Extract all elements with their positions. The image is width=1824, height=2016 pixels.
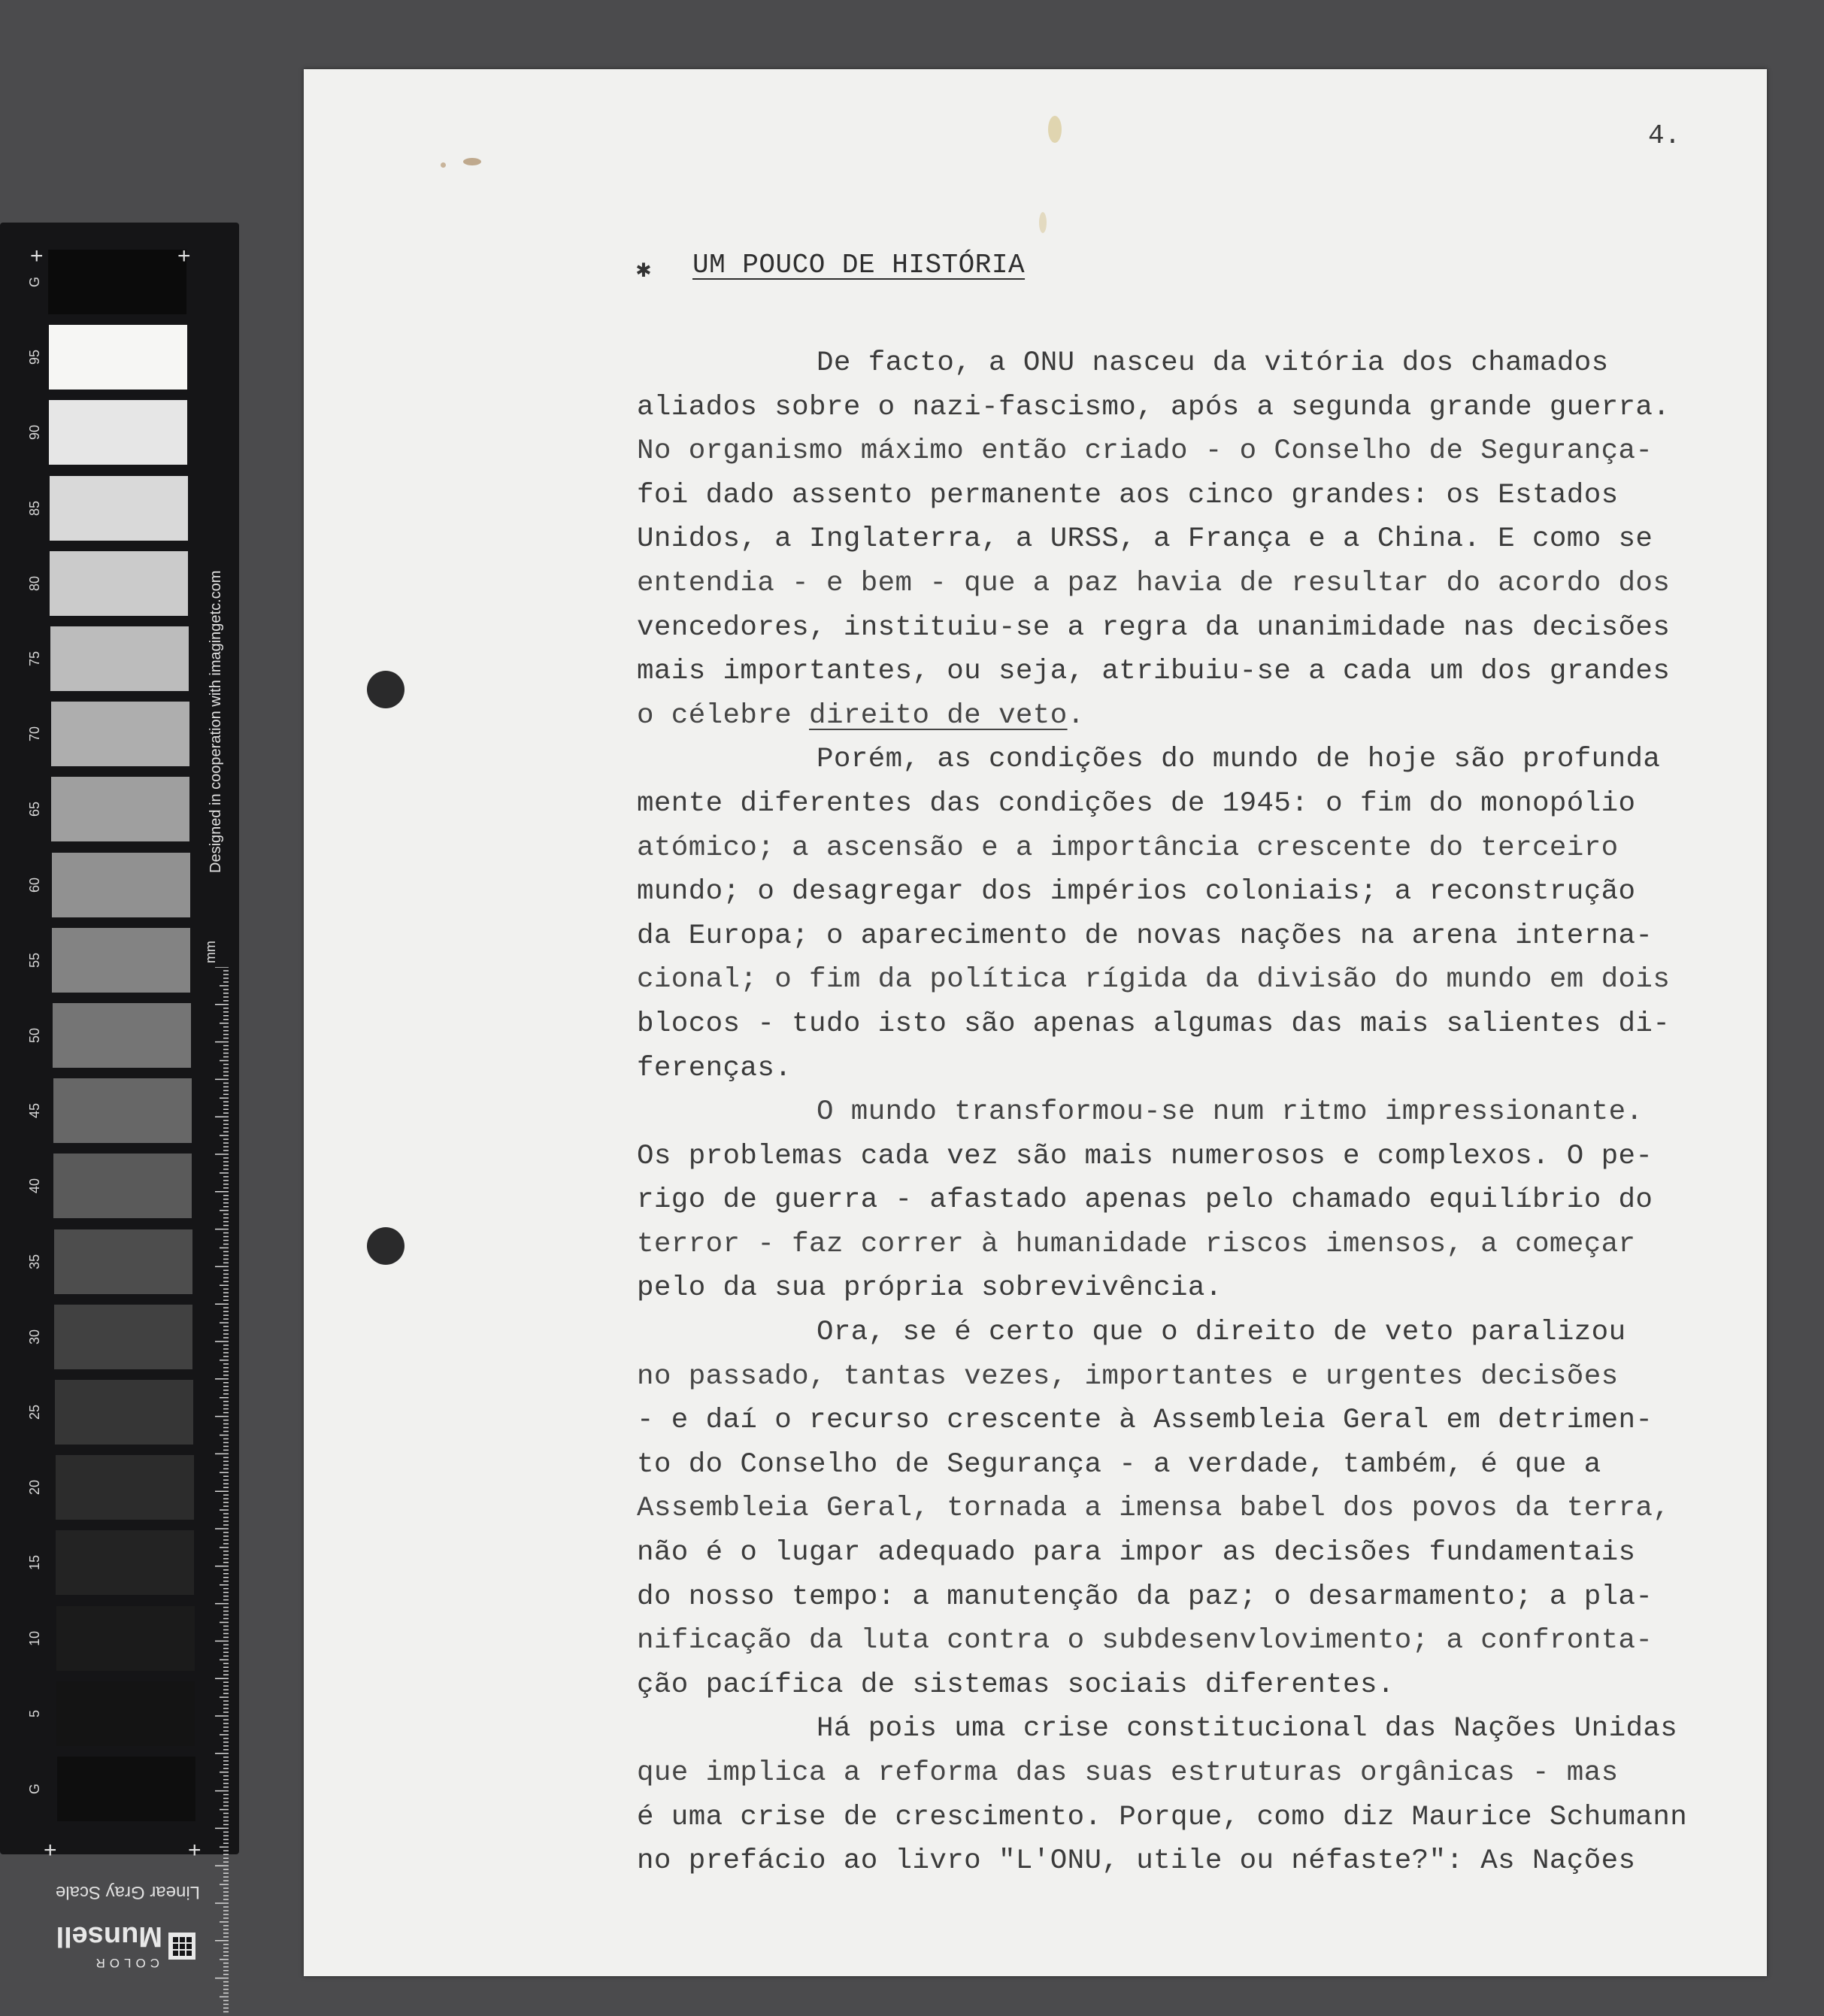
gray-patch bbox=[54, 1229, 192, 1294]
page-number: 4. bbox=[1648, 120, 1681, 151]
plus-mark: + bbox=[188, 1838, 201, 1863]
gray-patch bbox=[56, 1681, 195, 1746]
asterisk-icon: ✱ bbox=[636, 256, 651, 284]
text-line: do nosso tempo: a manutenção da paz; o desarmamento; a pla- bbox=[637, 1581, 1653, 1613]
patch-label: 50 bbox=[27, 1027, 42, 1044]
stain-mark bbox=[1048, 116, 1062, 143]
text-line: atómico; a ascensão e a importância crescente do terceiro bbox=[637, 832, 1619, 864]
gray-patch bbox=[50, 551, 188, 616]
patch-label: 75 bbox=[27, 650, 42, 667]
section-heading: UM POUCO DE HISTÓRIA bbox=[692, 250, 1026, 280]
text-line: mais importantes, ou seja, atribuiu-se a cada um dos grandes bbox=[637, 656, 1671, 688]
brand-logo bbox=[53, 1916, 195, 1973]
patch-label: 25 bbox=[27, 1404, 42, 1420]
patch-label: G bbox=[27, 1784, 42, 1795]
patch-label: 55 bbox=[27, 952, 42, 968]
munsell-logo-icon bbox=[168, 1933, 195, 1960]
text-line: Assembleia Geral, tornada a imensa babel dos povos da terra, bbox=[637, 1493, 1671, 1525]
text-line: no prefácio ao livro "L'ONU, utile ou néfaste?": As Nações bbox=[637, 1845, 1636, 1878]
text-line: que implica a reforma das suas estruturas orgânicas - mas bbox=[637, 1757, 1619, 1789]
patch-label: 30 bbox=[27, 1329, 42, 1345]
text-line: Unidos, a Inglaterra, a URSS, a França e a China. E como se bbox=[637, 523, 1653, 556]
stain-mark bbox=[463, 158, 481, 165]
stain-mark bbox=[441, 162, 446, 168]
brand-name: Munsell bbox=[56, 1921, 162, 1952]
text-line: é uma crise de crescimento. Porque, como diz Maurice Schumann bbox=[637, 1801, 1688, 1833]
text-line: no passado, tantas vezes, importantes e urgentes decisões bbox=[637, 1360, 1619, 1393]
text-line: da Europa; o aparecimento de novas nações na arena interna- bbox=[637, 920, 1653, 952]
text-line: mundo; o desagregar dos impérios coloniais; a reconstrução bbox=[637, 876, 1636, 908]
patch-label: 40 bbox=[27, 1178, 42, 1194]
text-line: ferenças. bbox=[637, 1052, 792, 1084]
text-line: De facto, a ONU nasceu da vitória dos chamados bbox=[817, 347, 1609, 379]
text-line: nificação da luta contra o subdesenvlovimento; a confronta- bbox=[637, 1625, 1653, 1657]
patch-label: 15 bbox=[27, 1555, 42, 1571]
mm-ruler bbox=[215, 967, 229, 2016]
text-line: terror - faz correr à humanidade riscos imensos, a começar bbox=[637, 1228, 1636, 1260]
gray-patch bbox=[52, 928, 190, 993]
patch-label: 90 bbox=[27, 425, 42, 441]
gray-patch bbox=[50, 626, 189, 691]
gray-patch bbox=[56, 1606, 195, 1671]
patch-label: 35 bbox=[27, 1254, 42, 1269]
plus-mark: + bbox=[177, 244, 191, 268]
plus-mark: + bbox=[30, 244, 44, 268]
patch-label: 20 bbox=[27, 1480, 42, 1496]
text-line: aliados sobre o nazi-fascismo, após a segunda grande guerra. bbox=[637, 391, 1671, 423]
plus-mark: + bbox=[44, 1838, 57, 1863]
gray-patch bbox=[49, 400, 187, 465]
gray-patch bbox=[57, 1757, 195, 1821]
text-line: O mundo transformou-se num ritmo impressionante. bbox=[817, 1096, 1644, 1129]
gray-patch bbox=[54, 1305, 192, 1369]
gray-patch bbox=[51, 777, 189, 841]
text-line: blocos - tudo isto são apenas algumas das mais salientes di- bbox=[637, 1008, 1671, 1040]
text-line: Ora, se é certo que o direito de veto paralizou bbox=[817, 1317, 1626, 1349]
gray-patch bbox=[49, 325, 187, 390]
gray-patch bbox=[56, 1530, 194, 1595]
text-line: vencedores, instituiu-se a regra da unanimidade nas decisões bbox=[637, 611, 1671, 644]
punch-hole bbox=[367, 671, 404, 708]
patch-label: G bbox=[27, 277, 42, 288]
scale-title: Linear Gray Scale bbox=[55, 1882, 201, 1902]
gray-patch bbox=[50, 476, 188, 541]
gray-patch bbox=[52, 853, 190, 917]
patch-label: 95 bbox=[27, 350, 42, 365]
stain-mark bbox=[1039, 212, 1047, 233]
text-line: foi dado assento permanente aos cinco grandes: os Estados bbox=[637, 479, 1619, 511]
text-line: - e daí o recurso crescente à Assembleia Geral em detrimen- bbox=[637, 1405, 1653, 1437]
text-line: o célebre direito de veto. bbox=[637, 699, 1085, 732]
gray-scale-card: G 95 90 85 80 75 70 65 60 55 50 45 40 35 30 25 20 15 10 5 G + + + + Designed in cooperation with imagingetc.com mm bbox=[0, 223, 239, 1854]
patch-label: 80 bbox=[27, 575, 42, 591]
text-line: ção pacífica de sistemas sociais diferentes. bbox=[637, 1669, 1395, 1701]
gray-patch bbox=[51, 702, 189, 766]
brand-sub: COLOR bbox=[91, 1956, 159, 1970]
patch-label: 5 bbox=[27, 1709, 42, 1717]
text-line: rigo de guerra - afastado apenas pelo chamado equilíbrio do bbox=[637, 1184, 1653, 1217]
patch-label: 10 bbox=[27, 1630, 42, 1646]
patch-label: 65 bbox=[27, 802, 42, 817]
patch-label: 85 bbox=[27, 500, 42, 516]
text-line: Porém, as condições do mundo de hoje são profunda bbox=[817, 744, 1661, 776]
patch-label: 45 bbox=[27, 1103, 42, 1119]
text-line: pelo da sua própria sobrevivência. bbox=[637, 1272, 1223, 1305]
gray-patch bbox=[56, 1455, 194, 1520]
patch-label: 70 bbox=[27, 726, 42, 742]
text-line: não é o lugar adequado para impor as decisões fundamentais bbox=[637, 1537, 1636, 1569]
gray-patch bbox=[53, 1003, 191, 1068]
gray-patch bbox=[55, 1380, 193, 1445]
punch-hole bbox=[367, 1227, 404, 1265]
gray-patch bbox=[53, 1154, 192, 1218]
text-line: mente diferentes das condições de 1945: o fim do monopólio bbox=[637, 787, 1636, 820]
text-line: Há pois uma crise constitucional das Nações Unidas bbox=[817, 1713, 1678, 1745]
underlined-phrase: direito de veto bbox=[809, 699, 1068, 732]
gray-patch bbox=[53, 1078, 192, 1143]
text-line: entendia - e bem - que a paz havia de resultar do acordo dos bbox=[637, 567, 1671, 599]
document-page bbox=[304, 69, 1767, 1976]
text-line: No organismo máximo então criado - o Conselho de Segurança- bbox=[637, 435, 1653, 468]
text-line: to do Conselho de Segurança - a verdade, também, é que a bbox=[637, 1448, 1601, 1481]
gray-patch bbox=[48, 250, 186, 314]
text-line: Os problemas cada vez são mais numerosos e complexos. O pe- bbox=[637, 1140, 1653, 1172]
text-line: cional; o fim da política rígida da divisão do mundo em dois bbox=[637, 964, 1671, 996]
patch-label: 60 bbox=[27, 877, 42, 893]
body-text bbox=[637, 341, 1750, 1884]
